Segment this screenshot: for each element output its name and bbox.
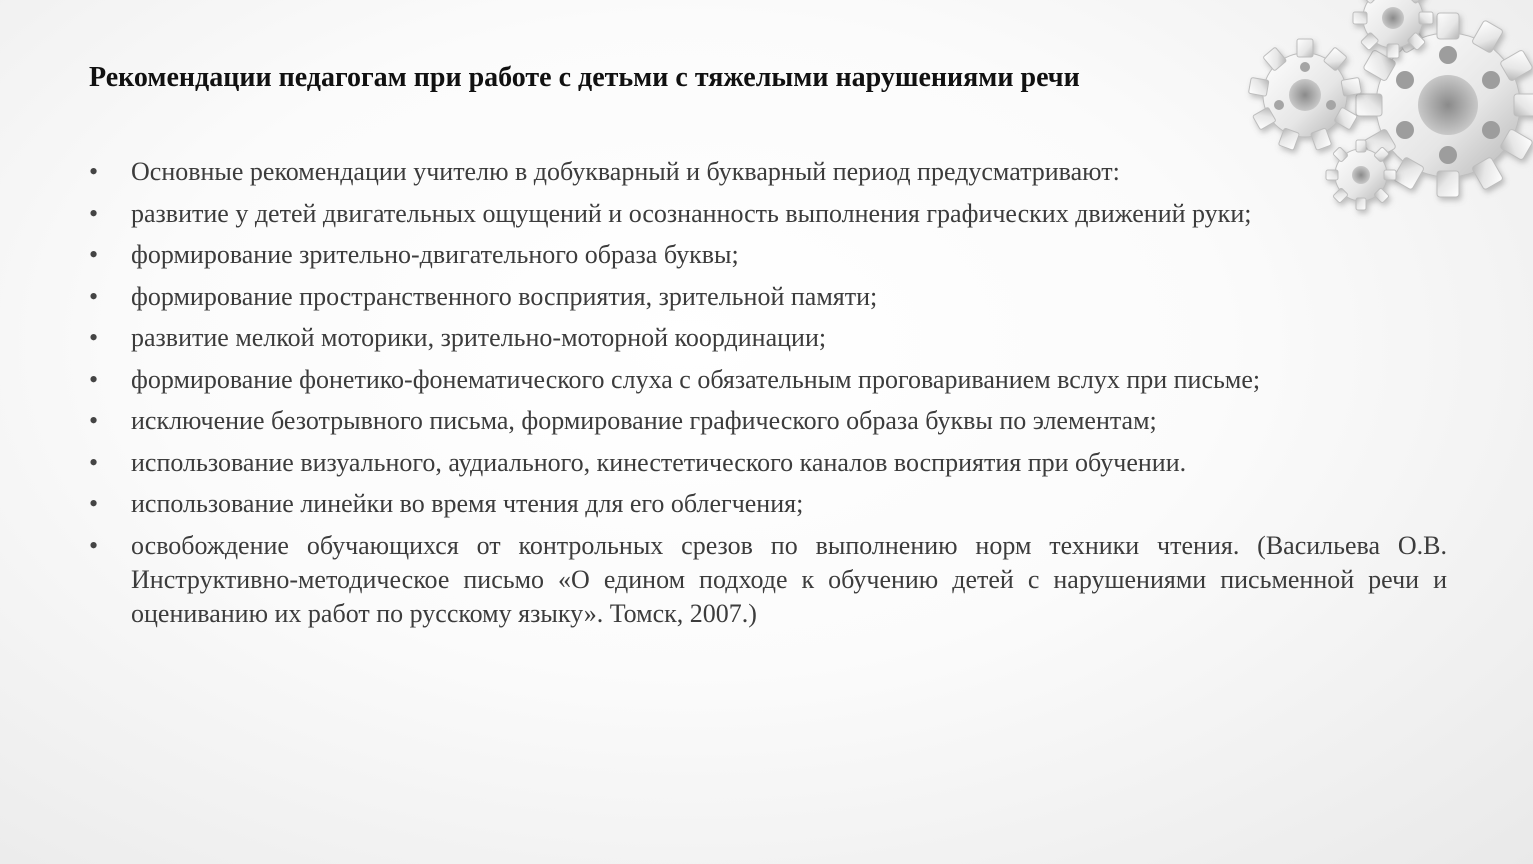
list-item <box>89 446 1447 480</box>
bullet-icon: • <box>89 530 99 560</box>
bullet-icon: • <box>89 323 99 352</box>
list-item <box>89 238 1447 272</box>
bullet-list <box>89 155 1447 638</box>
list-item <box>89 197 1447 231</box>
list-item <box>89 487 1447 521</box>
list-item <box>89 155 1447 189</box>
list-item <box>89 321 1447 355</box>
list-item-text: формирование зрительно-двигательного образа буквы; <box>131 240 739 269</box>
bullet-icon: • <box>89 157 99 186</box>
list-item <box>89 404 1447 438</box>
bullet-icon: • <box>89 406 99 435</box>
list-item-text: использование визуального, аудиального, кинестетического каналов восприятия при обучении. <box>131 447 1187 477</box>
bullet-icon: • <box>89 489 99 518</box>
list-item-text: развитие у детей двигательных ощущений и осознанность выполнения графических движений руки; <box>131 198 1252 228</box>
list-item <box>89 363 1447 397</box>
list-item-text: освобождение обучающихся от контрольных срезов по выполнению норм техники чтения. (Васильева О.В. Инструктивно-методическое письмо «О едином подходе к обучению детей с нарушениями письменной речи и оцениванию их работ по русскому языку». Томск, 2007.) <box>131 530 1447 628</box>
list-item-text: развитие мелкой моторики, зрительно-моторной координации; <box>131 323 827 352</box>
list-item-text: исключение безотрывного письма, формирование графического образа буквы по элементам; <box>131 406 1157 435</box>
slide-title: Рекомендации педагогам при работе с детьми с тяжелыми нарушениями речи <box>89 62 1080 93</box>
list-item <box>89 280 1447 314</box>
bullet-icon: • <box>89 364 99 394</box>
bullet-icon: • <box>89 281 99 311</box>
list-item-text: использование линейки во время чтения для его облегчения; <box>131 489 804 518</box>
bullet-icon: • <box>89 447 99 477</box>
list-item-text: Основные рекомендации учителю в добукварный и букварный период предусматривают: <box>131 157 1120 186</box>
bullet-icon: • <box>89 240 99 269</box>
bullet-icon: • <box>89 198 99 228</box>
list-item-text: формирование фонетико-фонематического слуха с обязательным проговариванием вслух при письме; <box>131 364 1261 394</box>
list-item <box>89 529 1447 631</box>
list-item-text: формирование пространственного восприятия, зрительной памяти; <box>131 281 878 311</box>
